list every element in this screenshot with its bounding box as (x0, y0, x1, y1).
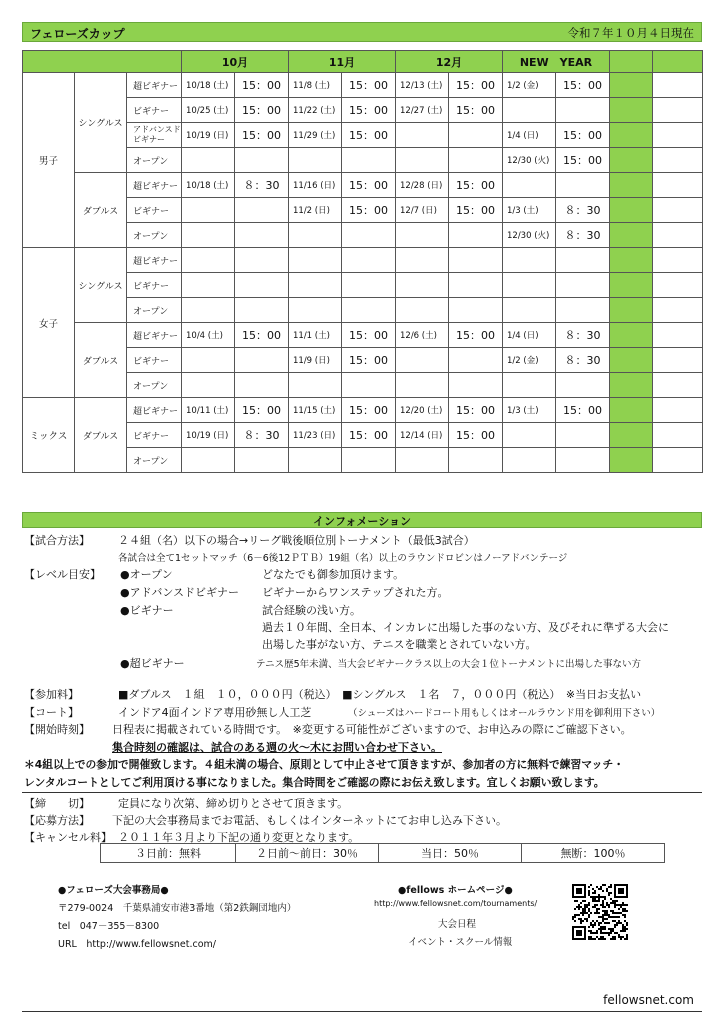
time-cell (449, 273, 503, 298)
time-cell: 15：00 (235, 398, 289, 423)
date-cell: 10/4 (土) (182, 323, 235, 348)
time-cell (342, 248, 396, 273)
blank-cell (653, 398, 703, 423)
filler-cell (610, 248, 653, 273)
date-cell (182, 223, 235, 248)
date-cell (182, 198, 235, 223)
match-label: 【試合方法】 (24, 534, 90, 547)
blank-cell (653, 323, 703, 348)
court-label: 【コート】 (24, 706, 79, 719)
category-label: ダブルス (75, 398, 127, 473)
date-cell (503, 248, 556, 273)
blank-cell (653, 298, 703, 323)
date-cell (503, 373, 556, 398)
date-cell: 12/28 (日) (396, 173, 449, 198)
filler-cell (610, 148, 653, 173)
date-cell (182, 148, 235, 173)
time-cell: 15：00 (235, 98, 289, 123)
schedule-table (22, 50, 703, 473)
date-cell: 10/19 (日) (182, 123, 235, 148)
time-cell (235, 148, 289, 173)
footer-line (22, 1011, 702, 1012)
cancel-fee-table (100, 843, 665, 863)
time-cell (342, 148, 396, 173)
time-cell (235, 298, 289, 323)
time-cell: ８：30 (235, 423, 289, 448)
month-header: 10月 (182, 51, 289, 73)
time-cell: ８：30 (556, 198, 610, 223)
time-cell: 15：00 (449, 323, 503, 348)
office-tel: tel 047－355－8300 (58, 921, 160, 932)
filler-cell (610, 423, 653, 448)
date-cell (182, 348, 235, 373)
filler-cell (610, 348, 653, 373)
time-cell (449, 248, 503, 273)
date-cell: 1/4 (日) (503, 323, 556, 348)
time-cell (235, 373, 289, 398)
time-cell: 15：00 (342, 98, 396, 123)
table-row (23, 398, 703, 423)
date-cell (289, 298, 342, 323)
time-cell: 15：00 (235, 123, 289, 148)
month-header: 12月 (396, 51, 503, 73)
date-cell: 11/8 (土) (289, 73, 342, 98)
time-cell: ８：30 (556, 348, 610, 373)
time-cell (235, 448, 289, 473)
time-cell (449, 123, 503, 148)
warning-line1: ＊4組以上での参加で開催致します。４組未満の場合、原則として中止させて頂きますが、参加者の方に無料で練習マッチ・ (24, 758, 625, 771)
time-cell (449, 298, 503, 323)
level-label: 超ビギナー (127, 398, 182, 423)
blank-cell (653, 348, 703, 373)
time-cell (556, 273, 610, 298)
cancel-label: 【キャンセル料】 (24, 831, 112, 844)
level-label: アドバンスド ビギナー (127, 123, 182, 148)
filler-cell (610, 73, 653, 98)
level-label: オープン (127, 448, 182, 473)
date-cell: 1/2 (金) (503, 348, 556, 373)
date-cell (396, 348, 449, 373)
time-cell: 15：00 (556, 398, 610, 423)
homepage-title: ●fellows ホームページ● (398, 885, 513, 896)
homepage-url[interactable]: http://www.fellowsnet.com/tournaments/ (374, 899, 538, 908)
level-label: ビギナー (127, 198, 182, 223)
match-sub: 各試合は全て1セットマッチ（6－6後12ＰＴＢ）19組（名）以上のラウンドロビンはノーアドバンテージ (118, 553, 568, 564)
level-label: 超ビギナー (127, 323, 182, 348)
deadline-label: 【締 切】 (24, 797, 90, 810)
blank-cell (653, 223, 703, 248)
date-cell (503, 273, 556, 298)
category-label: シングルス (75, 73, 127, 173)
blank-cell (653, 448, 703, 473)
time-cell: 15：00 (556, 148, 610, 173)
blank-cell (653, 198, 703, 223)
blank-cell (653, 373, 703, 398)
date-cell (396, 248, 449, 273)
date-cell: 1/2 (金) (503, 73, 556, 98)
blank-cell (653, 273, 703, 298)
level-label: オープン (127, 373, 182, 398)
time-cell (556, 448, 610, 473)
filler-cell (610, 448, 653, 473)
warning-line2: レンタルコートとしてご利用頂ける事になりました。集合時間をご確認の際にお伝え致します。宜しくお願い致します。 (24, 776, 605, 789)
date-cell: 11/23 (日) (289, 423, 342, 448)
time-cell (556, 298, 610, 323)
filler-cell (610, 198, 653, 223)
level-sup: ●超ビギナー (120, 657, 185, 670)
date-cell: 11/22 (土) (289, 98, 342, 123)
date-cell (396, 223, 449, 248)
time-cell: 15：00 (556, 123, 610, 148)
date-cell: 12/30 (火) (503, 148, 556, 173)
blank-cell (653, 123, 703, 148)
time-cell: 15：00 (342, 398, 396, 423)
time-cell (556, 173, 610, 198)
time-cell (235, 248, 289, 273)
page-title: フェローズカップ (30, 27, 125, 41)
time-cell (449, 448, 503, 473)
cancel-fee-3days: ３日前：無料 (101, 844, 236, 863)
date-cell (396, 273, 449, 298)
level-label: 超ビギナー (127, 173, 182, 198)
time-cell: 15：00 (449, 198, 503, 223)
level-sup-desc: テニス歴5年未満、当大会ビギナークラス以上の大会１位トーナメントに出場した事ない方 (256, 659, 642, 670)
time-cell: 15：00 (342, 323, 396, 348)
date-cell (396, 448, 449, 473)
time-cell (235, 223, 289, 248)
time-cell: 15：00 (449, 423, 503, 448)
date-cell: 12/27 (土) (396, 98, 449, 123)
table-row (23, 248, 703, 273)
time-cell (449, 348, 503, 373)
date-cell: 12/20 (土) (396, 398, 449, 423)
time-cell: ８：30 (235, 173, 289, 198)
header-extra (610, 51, 653, 73)
cancel-fee-sameday: 当日：50％ (379, 844, 522, 863)
court-note: （シューズはハードコート用もしくはオールラウンド用を御利用下さい） (348, 708, 661, 719)
divider (22, 792, 702, 793)
level-open-desc: どなたでも御参加頂けます。 (262, 568, 405, 581)
date-cell (182, 248, 235, 273)
blank-cell (653, 98, 703, 123)
date-cell (289, 273, 342, 298)
filler-cell (610, 173, 653, 198)
blank-cell (653, 148, 703, 173)
level-beg-desc3: 出場した事がない方、テニスを職業とされていない方。 (262, 638, 537, 651)
time-cell: 15：00 (342, 123, 396, 148)
date-cell: 12/13 (土) (396, 73, 449, 98)
time-cell: 15：00 (342, 173, 396, 198)
header-corner (23, 51, 182, 73)
time-cell: 15：00 (449, 173, 503, 198)
level-label: 超ビギナー (127, 73, 182, 98)
blank-cell (653, 73, 703, 98)
time-cell: 15：00 (235, 323, 289, 348)
level-label: 超ビギナー (127, 248, 182, 273)
blank-cell (653, 173, 703, 198)
date-cell (503, 98, 556, 123)
date-cell (182, 298, 235, 323)
date-cell: 11/16 (日) (289, 173, 342, 198)
time-cell: ８：30 (556, 223, 610, 248)
time-cell (235, 198, 289, 223)
date-cell: 1/3 (土) (503, 198, 556, 223)
date-cell (289, 248, 342, 273)
info-title: インフォメーション (312, 515, 411, 528)
date-cell (396, 298, 449, 323)
date-cell (503, 448, 556, 473)
level-label: オープン (127, 148, 182, 173)
time-cell: 15：00 (342, 348, 396, 373)
office-url[interactable]: URL http://www.fellowsnet.com/ (58, 939, 217, 950)
date-cell: 10/25 (土) (182, 98, 235, 123)
category-label: ダブルス (75, 173, 127, 248)
category-label: ダブルス (75, 323, 127, 398)
level-beg-desc2: 過去１０年間、全日本、インカレに出場した事のない方、及びそれに準ずる大会に (262, 621, 669, 634)
court-text: インドア4面インドア専用砂無し人工芝 (118, 706, 312, 719)
date-cell (182, 273, 235, 298)
date-cell (289, 223, 342, 248)
time-cell (556, 98, 610, 123)
time-cell: 15：00 (342, 198, 396, 223)
level-open: ●オープン (120, 568, 173, 581)
time-cell: 15：00 (449, 98, 503, 123)
time-cell (449, 373, 503, 398)
start-note: 集合時刻の確認は、試合のある週の火～木にお問い合わせ下さい。 (112, 741, 442, 754)
blank-cell (653, 248, 703, 273)
category-label: シングルス (75, 248, 127, 323)
filler-cell (610, 398, 653, 423)
date-cell: 11/1 (土) (289, 323, 342, 348)
time-cell: 15：00 (235, 73, 289, 98)
date-cell (396, 123, 449, 148)
apply-text: 下記の大会事務局までお電話、もしくはインターネットにてお申し込み下さい。 (112, 814, 508, 827)
qr-code (572, 884, 628, 940)
cancel-text: ２０１１年３月より下記の通り変更となります。 (118, 831, 360, 844)
level-label: ビギナー (127, 423, 182, 448)
level-beg-desc1: 試合経験の浅い方。 (262, 604, 361, 617)
apply-label: 【応募方法】 (24, 814, 90, 827)
date-cell: 12/6 (土) (396, 323, 449, 348)
level-adv: ●アドバンスドビギナー (120, 586, 240, 599)
level-label: ビギナー (127, 98, 182, 123)
time-cell: 15：00 (449, 73, 503, 98)
time-cell (235, 348, 289, 373)
date-cell: 12/30 (火) (503, 223, 556, 248)
office-address: 〒279-0024 千葉県浦安市港3番地（第2鉄鋼団地内） (58, 903, 297, 914)
time-cell (449, 148, 503, 173)
table-row (23, 73, 703, 98)
sex-label: ミックス (23, 398, 75, 473)
date-cell: 12/14 (日) (396, 423, 449, 448)
filler-cell (610, 98, 653, 123)
level-label: オープン (127, 298, 182, 323)
date-cell: 11/15 (土) (289, 398, 342, 423)
date-cell: 12/7 (日) (396, 198, 449, 223)
date-cell: 11/9 (日) (289, 348, 342, 373)
date-cell: 10/18 (土) (182, 73, 235, 98)
filler-cell (610, 223, 653, 248)
date-cell (503, 423, 556, 448)
time-cell: 15：00 (342, 73, 396, 98)
level-label: ビギナー (127, 348, 182, 373)
level-adv-desc: ビギナーからワンステップされた方。 (262, 586, 449, 599)
level-label: 【レベル目安】 (24, 568, 101, 581)
fee-label: 【参加料】 (24, 688, 79, 701)
level-beg: ●ビギナー (120, 604, 174, 617)
homepage-link-schedule[interactable]: 大会日程 (438, 919, 477, 930)
cancel-fee-noshow: 無断：100％ (522, 844, 665, 863)
date-cell (289, 448, 342, 473)
table-row (23, 173, 703, 198)
date-cell (503, 298, 556, 323)
month-header: 11月 (289, 51, 396, 73)
cancel-fee-2days: ２日前～前日：30％ (236, 844, 379, 863)
date-cell (396, 148, 449, 173)
date-cell (182, 448, 235, 473)
deadline-text: 定員になり次第、締め切りとさせて頂きます。 (118, 797, 349, 810)
date-cell: 11/2 (日) (289, 198, 342, 223)
time-cell: 15：00 (449, 398, 503, 423)
as-of-date: 令和７年１０月４日現在 (567, 26, 694, 40)
date-cell (396, 373, 449, 398)
time-cell (449, 223, 503, 248)
date-cell (503, 173, 556, 198)
time-cell: 15：00 (342, 423, 396, 448)
time-cell: ８：30 (556, 323, 610, 348)
date-cell (182, 373, 235, 398)
time-cell (556, 373, 610, 398)
date-cell: 10/11 (土) (182, 398, 235, 423)
filler-cell (610, 273, 653, 298)
date-cell (289, 373, 342, 398)
time-cell (342, 298, 396, 323)
time-cell (556, 423, 610, 448)
time-cell (342, 373, 396, 398)
time-cell (556, 248, 610, 273)
sex-label: 男子 (23, 73, 75, 248)
time-cell (342, 448, 396, 473)
start-text: 日程表に掲載されている時間です。 ※変更する可能性がございますので、お申込みの際にご確認下さい。 (112, 723, 632, 736)
header-extra (653, 51, 703, 73)
time-cell: 15：00 (556, 73, 610, 98)
time-cell (342, 273, 396, 298)
table-row (23, 323, 703, 348)
time-cell (342, 223, 396, 248)
level-label: オープン (127, 223, 182, 248)
date-cell (289, 148, 342, 173)
month-header: NEW YEAR (503, 51, 610, 73)
filler-cell (610, 373, 653, 398)
office-title: ●フェローズ大会事務局● (58, 885, 169, 896)
start-label: 【開始時刻】 (24, 723, 90, 736)
filler-cell (610, 298, 653, 323)
fee-text: ■ダブルス １組 １０，０００円（税込） ■シングルス １名 ７，０００円（税込） ※当日お支払い (118, 688, 642, 701)
sex-label: 女子 (23, 248, 75, 398)
blank-cell (653, 423, 703, 448)
date-cell: 10/18 (土) (182, 173, 235, 198)
level-label: ビギナー (127, 273, 182, 298)
filler-cell (610, 323, 653, 348)
filler-cell (610, 123, 653, 148)
match-text: ２４組（名）以下の場合→リーグ戦後順位別トーナメント（最低3試合） (118, 534, 475, 547)
homepage-link-events[interactable]: イベント・スクール情報 (408, 937, 513, 948)
time-cell (235, 273, 289, 298)
date-cell: 11/29 (土) (289, 123, 342, 148)
date-cell: 10/19 (日) (182, 423, 235, 448)
date-cell: 1/4 (日) (503, 123, 556, 148)
date-cell: 1/3 (土) (503, 398, 556, 423)
brand-footer: fellowsnet.com (603, 993, 694, 1007)
